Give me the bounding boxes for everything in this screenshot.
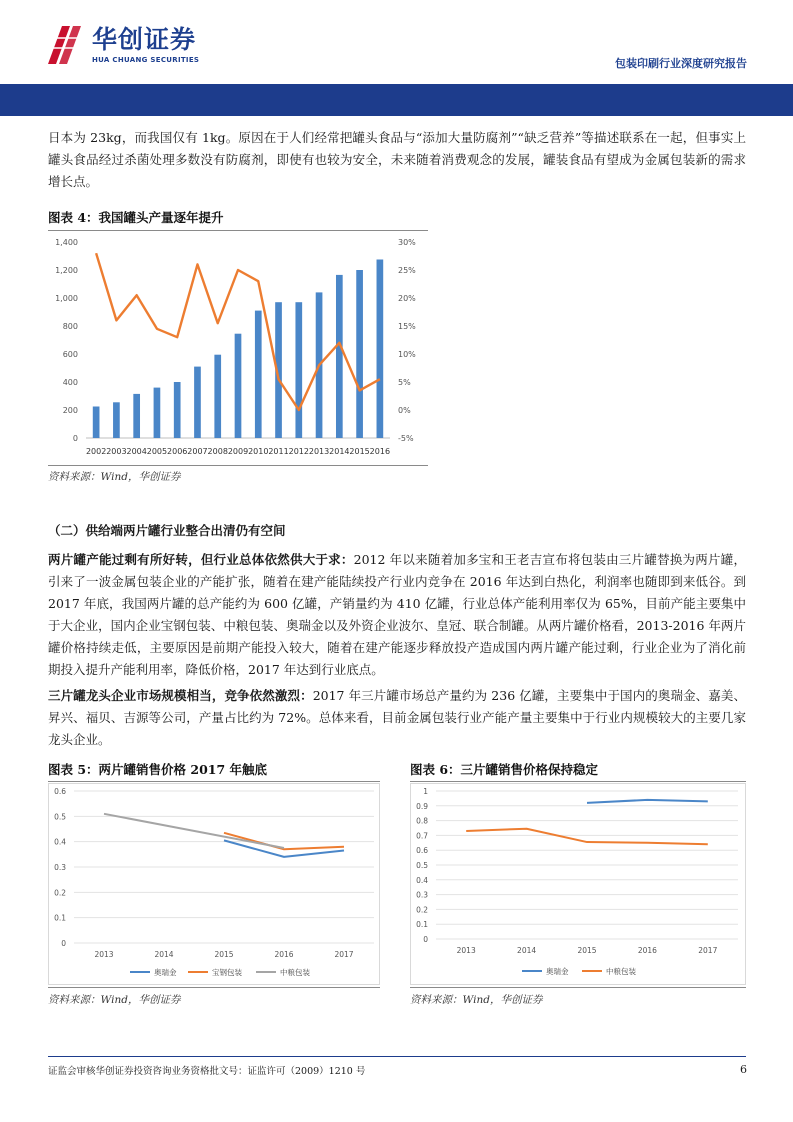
x-tick-label: 2015 bbox=[214, 950, 234, 959]
bar bbox=[377, 260, 384, 439]
y-left-tick-label: 600 bbox=[62, 350, 78, 359]
fig5-bottom-rule bbox=[48, 987, 380, 988]
bar bbox=[356, 270, 363, 438]
y-right-tick-label: 0% bbox=[398, 406, 411, 415]
y-tick-label: 0.3 bbox=[416, 890, 428, 900]
y-tick-label: 0.6 bbox=[54, 787, 66, 796]
fig4-source: 资料来源：Wind，华创证券 bbox=[48, 471, 181, 483]
x-tick-label: 2013 bbox=[456, 946, 476, 955]
x-tick-label: 2017 bbox=[698, 946, 718, 955]
y-left-tick-label: 1,000 bbox=[55, 294, 78, 303]
y-right-tick-label: 20% bbox=[398, 294, 416, 303]
x-tick-label: 2012 bbox=[288, 447, 309, 456]
y-tick-label: 0.6 bbox=[416, 846, 428, 856]
x-tick-label: 2016 bbox=[274, 950, 294, 959]
y-tick-label: 0.7 bbox=[416, 831, 428, 841]
fig5-title: 图表 5：两片罐销售价格 2017 年触底 bbox=[48, 762, 268, 777]
x-tick-label: 2008 bbox=[207, 447, 228, 456]
x-tick-label: 2002 bbox=[85, 447, 107, 456]
bar bbox=[336, 275, 343, 438]
bar bbox=[133, 394, 140, 438]
x-tick-label: 2014 bbox=[517, 946, 537, 955]
x-tick-label: 2003 bbox=[106, 447, 127, 456]
bar bbox=[255, 311, 262, 438]
x-tick-label: 2010 bbox=[248, 447, 269, 456]
x-tick-label: 2014 bbox=[329, 447, 350, 456]
x-tick-label: 2006 bbox=[167, 447, 188, 456]
fig6-chart bbox=[410, 783, 746, 985]
x-tick-label: 2015 bbox=[577, 946, 597, 955]
fig5-chart bbox=[48, 783, 380, 985]
page-number: 6 bbox=[740, 1063, 747, 1076]
y-right-tick-label: 10% bbox=[398, 350, 416, 359]
fig6-source: 资料来源：Wind，华创证券 bbox=[410, 994, 543, 1006]
fig5-top-rule bbox=[48, 781, 380, 782]
series-line bbox=[587, 800, 708, 803]
fig4-title: 图表 4：我国罐头产量逐年提升 bbox=[48, 210, 224, 225]
x-tick-label: 2013 bbox=[94, 950, 114, 959]
section-title: （二）供给端两片罐行业整合出清仍有空间 bbox=[48, 523, 286, 538]
footer-rule bbox=[48, 1056, 746, 1057]
brand-name-cn: 华创证券 bbox=[92, 25, 197, 54]
y-tick-label: 0.2 bbox=[54, 888, 66, 898]
fig6-title: 图表 6：三片罐销售价格保持稳定 bbox=[410, 762, 599, 777]
bar bbox=[174, 382, 181, 438]
series-line bbox=[466, 829, 708, 845]
x-tick-label: 2005 bbox=[146, 447, 168, 456]
section-paragraph-1 bbox=[48, 549, 746, 681]
x-tick-label: 2007 bbox=[187, 447, 208, 456]
bar bbox=[113, 402, 120, 438]
x-tick-label: 2013 bbox=[308, 447, 330, 456]
legend-label: 奥瑞金 bbox=[154, 968, 177, 977]
y-tick-label: 0.8 bbox=[416, 816, 428, 826]
y-tick-label: 0.1 bbox=[416, 920, 428, 930]
section-paragraph-2 bbox=[48, 685, 746, 751]
y-tick-label: 0.4 bbox=[416, 875, 428, 885]
y-tick-label: 0.3 bbox=[54, 863, 66, 872]
report-title: 包装印刷行业深度研究报告 bbox=[615, 57, 747, 70]
bar bbox=[194, 367, 201, 438]
x-tick-label: 2011 bbox=[268, 447, 289, 456]
y-left-tick-label: 800 bbox=[62, 322, 78, 331]
legend-label: 宝钢包装 bbox=[212, 968, 242, 977]
y-tick-label: 0 bbox=[423, 935, 428, 944]
x-tick-label: 2017 bbox=[334, 950, 354, 959]
y-right-tick-label: 5% bbox=[398, 378, 411, 387]
intro-paragraph: 日本为 23kg，而我国仅有 1kg。原因在于人们经常把罐头食品与“添加大量防腐剂”“缺乏营养”等描述联系在一起，但事实上罐头食品经过杀菌处理多数没有防腐剂，即使有也较为安全，未来随着消费观念的发展，罐装食品有望成为金属包装新的需求增长点。 bbox=[48, 130, 746, 189]
fig6-top-rule bbox=[410, 781, 746, 782]
bar bbox=[93, 407, 100, 439]
y-right-tick-label: -5% bbox=[398, 434, 414, 443]
x-tick-label: 2009 bbox=[227, 447, 249, 456]
y-tick-label: 0.2 bbox=[416, 905, 428, 915]
y-tick-label: 0.5 bbox=[54, 812, 66, 822]
paragraph-1-body: 2012 年以来随着加多宝和王老吉宣布将包装由三片罐替换为两片罐，引来了一波金属包装企业的产能扩张，随着在建产能陆续投产行业内竞争在 2016 年达到白热化，利润率也随即到来低谷。到 2017 年底，我国两片罐的总产能约为 600 亿罐，产销量约为 410 亿罐，行业总体产能利用率仅为 65%，目前产能主要集中于大企业，国内企业宝钢包装、中粮包装、奥瑞金以及外资企业波尔、皇冠、联合制罐。从两片罐价格看，2013-2016 年两片罐价格持续走低，主要原因是前期产能投入较大，随着在建产能逐步释放投产造成国内两片罐产能过剩，行业企业为了消化前期投入提升产能利用率，降低价格，2017 年达到行业底点。 bbox=[48, 552, 746, 677]
legend-label: 中粮包装 bbox=[280, 968, 310, 977]
y-tick-label: 1 bbox=[423, 787, 428, 796]
y-left-tick-label: 400 bbox=[62, 378, 78, 387]
fig5-source: 资料来源：Wind，华创证券 bbox=[48, 994, 181, 1006]
y-left-tick-label: 0 bbox=[72, 434, 78, 443]
series-line bbox=[104, 814, 284, 848]
y-tick-label: 0.9 bbox=[416, 801, 428, 811]
x-tick-label: 2016 bbox=[637, 946, 657, 955]
legend-label: 奥瑞金 bbox=[546, 967, 569, 976]
header-band bbox=[0, 84, 793, 116]
logo-icon bbox=[48, 26, 86, 64]
paragraph-2-lead: 三片罐龙头企业市场规模相当，竞争依然激烈： bbox=[48, 688, 313, 703]
fig4-top-rule bbox=[48, 230, 428, 231]
fig6-bottom-rule bbox=[410, 987, 746, 988]
y-tick-label: 0.1 bbox=[54, 913, 66, 923]
paragraph-2-body: 2017 年三片罐市场总产量约为 236 亿罐，主要集中于国内的奥瑞金、嘉美、昇兴、福贝、吉源等公司，产量占比约为 72%。总体来看，目前金属包装行业产能产量主要集中于行业内规模较大的主要几家龙头企业。 bbox=[48, 688, 746, 747]
footer-license: 证监会审核华创证券投资咨询业务资格批文号：证监许可（2009）1210 号 bbox=[48, 1066, 366, 1077]
paragraph-1-lead: 两片罐产能过剩有所好转，但行业总体依然供大于求： bbox=[48, 552, 354, 567]
y-left-tick-label: 200 bbox=[62, 406, 78, 415]
y-tick-label: 0 bbox=[61, 939, 66, 948]
x-tick-label: 2015 bbox=[349, 447, 370, 456]
x-tick-label: 2004 bbox=[126, 447, 147, 456]
bar bbox=[235, 334, 242, 438]
x-tick-label: 2014 bbox=[154, 950, 174, 959]
y-right-tick-label: 15% bbox=[398, 322, 416, 331]
fig4-bottom-rule bbox=[48, 465, 428, 466]
y-right-tick-label: 30% bbox=[398, 238, 416, 247]
y-right-tick-label: 25% bbox=[398, 266, 416, 275]
bar bbox=[214, 355, 221, 438]
y-tick-label: 0.4 bbox=[54, 837, 66, 847]
fig4-chart bbox=[48, 232, 438, 464]
bar bbox=[295, 302, 302, 438]
y-left-tick-label: 1,200 bbox=[55, 266, 78, 275]
x-tick-label: 2016 bbox=[369, 447, 391, 456]
y-tick-label: 0.5 bbox=[416, 861, 428, 870]
brand-name-en: HUA CHUANG SECURITIES bbox=[92, 56, 200, 64]
y-left-tick-label: 1,400 bbox=[55, 238, 78, 247]
bar bbox=[154, 388, 161, 438]
legend-label: 中粮包装 bbox=[606, 967, 636, 976]
